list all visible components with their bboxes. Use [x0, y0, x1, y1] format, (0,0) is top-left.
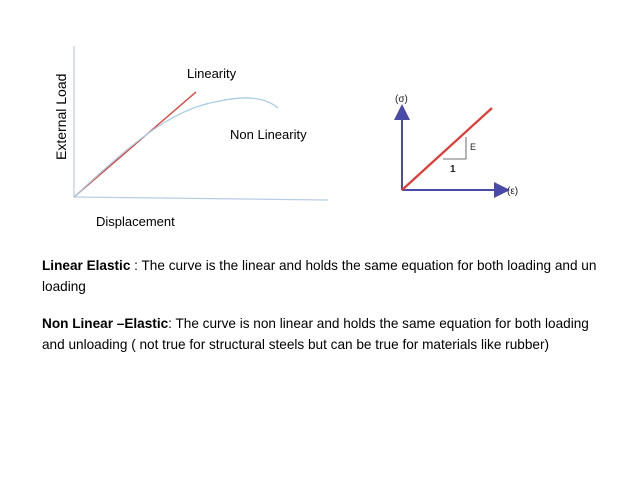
slope-label: E: [470, 142, 477, 152]
nonlinear-elastic-definition: : The curve is non linear and holds the same equation for both loading and unloading ( not true for structural steels but can be true for materials like rubber): [42, 316, 589, 352]
strain-axis-label: (ε): [507, 186, 519, 197]
linear-elastic-definition: : The curve is the linear and holds the same equation for both loading and un loading: [42, 258, 597, 294]
nonlinear-elastic-paragraph: [42, 313, 602, 355]
y-axis-label: External Load: [53, 73, 69, 160]
linear-elastic-term: Linear Elastic: [42, 258, 131, 273]
linearity-label: Linearity: [187, 66, 237, 81]
run-label: 1: [450, 164, 456, 175]
non-linearity-label: Non Linearity: [230, 127, 307, 142]
stress-axis-label: (σ): [395, 94, 408, 105]
nonlinear-elastic-term: Non Linear –Elastic: [42, 316, 169, 331]
x-axis-label: Displacement: [96, 214, 175, 229]
linear-elastic-paragraph: [42, 255, 602, 297]
elastic-line: [402, 108, 492, 190]
